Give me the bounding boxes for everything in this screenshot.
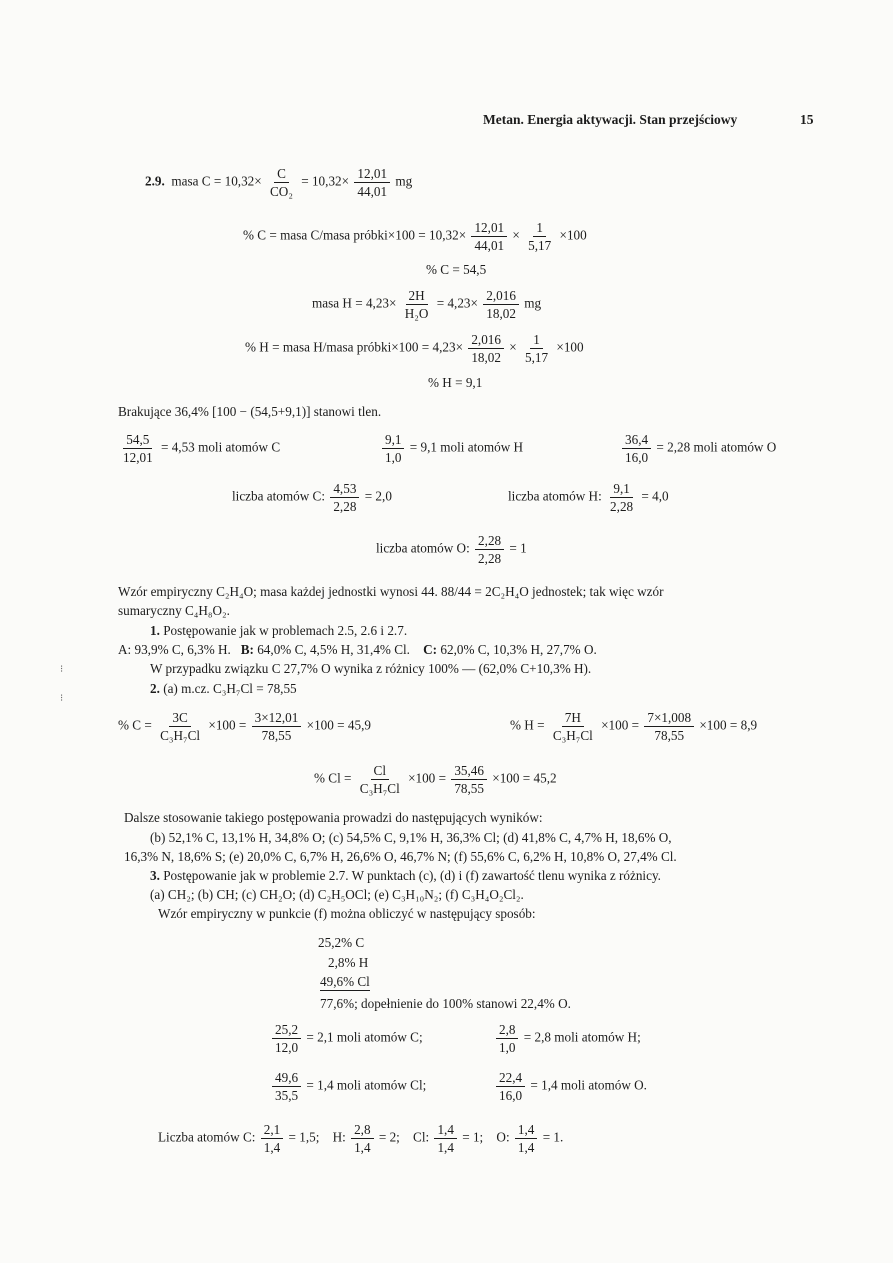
oxygen-remainder: Brakujące 36,4% [100 − (54,5+9,1)] stanowi tlen.	[118, 404, 382, 419]
answer-2-results: 16,3% N, 18,6% S; (e) 20,0% C, 6,7% H, 26,6% O, 46,7% N; (f) 55,6% C, 6,2% H, 10,8% O, 27,4% Cl.	[124, 849, 677, 864]
sum-cl: 49,6% Cl	[320, 974, 370, 989]
moles-o-f: $\frac{22,4}{16,0}$ = 1,4 moli atomów O.	[494, 1070, 647, 1103]
answer-3-formulas: (a) CH₂; (b) CH; (c) CH₂O; (d) C₂H₅OCl; (e) C₃H₁₀N₂; (f) C₃H₄O₂Cl₂.	[150, 887, 524, 902]
answer-2-results: (b) 52,1% C, 13,1% H, 34,8% O; (c) 54,5% C, 9,1% H, 36,3% Cl; (d) 41,8% C, 4,7% H, 18,6% O,	[150, 830, 672, 845]
empirical-formula-text: sumaryczny C₄H₈O₂.	[118, 603, 230, 618]
atom-ratios: Liczba atomów C: $\frac{2,1}{1,4}$ = 1,5; H: $\frac{2,8}{1,4}$ = 2; Cl: $\frac{1,4}{1,4}$ = 1; O: $\frac{1,4}{1,4}$ = 1.	[158, 1122, 564, 1155]
atoms-c: liczba atomów C: $\frac{4,53}{2,28}$ = 2,0	[232, 481, 392, 514]
answer-2-intro: 2. (a) m.cz. C₃H₇Cl = 78,55	[150, 681, 297, 696]
line-percent-c: % C = masa C/masa próbki×100 = 10,32× $\frac{12,01}{44,01}$ × $\frac{1}{5,17}$ ×100	[243, 220, 587, 253]
empirical-formula-text: Wzór empiryczny C₂H₄O; masa każdej jednostki wynosi 44. 88/44 = 2C₂H₄O jednostek; tak więc wzór	[118, 584, 664, 599]
answer-1-results: A: 93,9% C, 6,3% H. B: 64,0% C, 4,5% H, 31,4% Cl. C: 62,0% C, 10,3% H, 27,7% O.	[118, 642, 597, 657]
formula-percent-c: % C = $\frac{3C}{\text{C₃H₇Cl}}$ ×100 = $\frac{3\times 12,01}{78,55}$ ×100 = 45,9	[118, 710, 371, 743]
margin-mark: ⁝	[60, 664, 64, 675]
moles-h: $\frac{9,1}{1,0}$ = 9,1 moli atomów H	[380, 432, 523, 465]
moles-cl-f: $\frac{49,6}{35,5}$ = 1,4 moli atomów Cl;	[270, 1070, 426, 1103]
answer-3-method: Wzór empiryczny w punkcie (f) można obliczyć w następujący sposób:	[158, 906, 536, 921]
margin-mark: ⁝	[60, 693, 64, 704]
running-title: Metan. Energia aktywacji. Stan przejściowy	[483, 112, 738, 127]
moles-c: $\frac{54,5}{12,01}$ = 4,53 moli atomów C	[123, 432, 281, 465]
sum-h: 2,8% H	[328, 955, 369, 970]
line-mass-c: 2.9. masa C = 10,32× $\frac{C}{\text{CO₂}}$ = 10,32× $\frac{12,01}{44,01}$ mg	[145, 166, 413, 199]
sum-total: 77,6%; dopełnienie do 100% stanowi 22,4% O.	[320, 996, 571, 1011]
result-percent-h: % H = 9,1	[428, 375, 483, 390]
moles-c-f: $\frac{25,2}{12,0}$ = 2,1 moli atomów C;	[270, 1022, 423, 1055]
sum-c: 25,2% C	[318, 935, 365, 950]
atoms-o: liczba atomów O: $\frac{2,28}{2,28}$ = 1	[376, 533, 527, 566]
result-percent-c: % C = 54,5	[426, 262, 487, 277]
answer-2-text: Dalsze stosowanie takiego postępowania prowadzi do następujących wyników:	[124, 810, 543, 825]
line-percent-h: % H = masa H/masa próbki×100 = 4,23× $\frac{2,016}{18,02}$ × $\frac{1}{5,17}$ ×100	[245, 332, 584, 365]
formula-percent-cl: % Cl = $\frac{Cl}{\text{C₃H₇Cl}}$ ×100 = $\frac{35,46}{78,55}$ ×100 = 45,2	[314, 763, 557, 796]
answer-1-note: W przypadku związku C 27,7% O wynika z różnicy 100% — (62,0% C+10,3% H).	[150, 661, 592, 676]
line-mass-h: masa H = 4,23× $\frac{2H}{\text{H₂O}}$ = 4,23× $\frac{2,016}{18,02}$ mg	[312, 288, 542, 321]
formula-percent-h: % H = $\frac{7H}{\text{C₃H₇Cl}}$ ×100 = $\frac{7\times 1,008}{78,55}$ ×100 = 8,9	[510, 710, 758, 743]
answer-1-intro: 1. Postępowanie jak w problemach 2.5, 2.6 i 2.7.	[150, 623, 408, 638]
moles-h-f: $\frac{2,8}{1,0}$ = 2,8 moli atomów H;	[494, 1022, 641, 1055]
page-number: 15	[800, 112, 814, 127]
moles-o: $\frac{36,4}{16,0}$ = 2,28 moli atomów O	[620, 432, 776, 465]
answer-3-intro: 3. Postępowanie jak w problemie 2.7. W punktach (c), (d) i (f) zawartość tlenu wynika z różnicy.	[150, 868, 661, 883]
atoms-h: liczba atomów H: $\frac{9,1}{2,28}$ = 4,0	[508, 481, 669, 514]
